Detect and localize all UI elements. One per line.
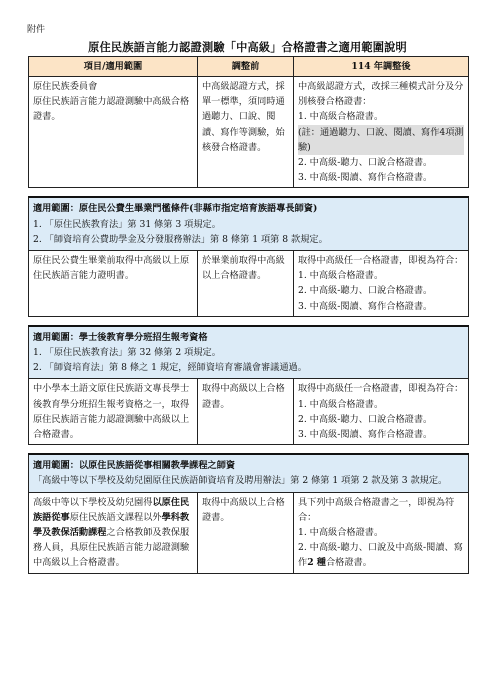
header-item-scope: 項目/適用範圍 [29,57,198,77]
section3-after [294,492,469,573]
section2-after-item1: 1. 中高級合格證書。 [298,398,384,410]
section1-header [29,197,469,250]
section3-scope-a: 高級中等以下學校及幼兒園得 [33,496,153,508]
section3-header [29,454,469,492]
row1-scope [29,77,198,188]
section2-header [29,326,469,379]
table-header-row [29,57,469,77]
row1-after [294,77,469,188]
section3-scope-d: 學科教學及教保活動課程 [33,511,190,539]
table-row [29,251,469,317]
spacer-cell [29,316,469,326]
attachment-label: 附件 [27,25,46,35]
section3-after-item2 [298,540,464,570]
spacer-row [29,188,469,198]
row1-scope-line2: 原住民族語言能力認證測驗中高級合格證書。 [33,96,190,123]
section2-after [294,379,469,445]
section3-after-item1: 1. 中高級合格證書。 [298,527,384,539]
row1-before: 中高級認證方式，採單一標準，須同時通過聽力、口說、閱讀、寫作等測驗，始核發合格證書。 [198,77,294,188]
section1-line2: 2. 「師資培育公費助學金及分發服務辦法」第 8 條第 1 項第 8 款規定。 [33,233,328,245]
section3-scope-e: 之合格教師及教保服務人員，具原住民族語言能力認證測驗中高級以上合格證書。 [33,527,190,569]
spacer-cell [29,188,469,198]
header-before: 調整前 [198,57,294,77]
section2-before: 取得中高級以上合格證書。 [198,379,294,445]
row1-after-note: (註：通過聽力、口說、閱讀、寫作4項測驗) [298,125,464,155]
spacer-row [29,445,469,455]
row1-after-item3: 3. 中高級-閱讀、寫作合格證書。 [298,172,433,184]
section1-line1: 1. 「原住民族教育法」第 31 條第 3 項規定。 [33,218,221,230]
section1-title: 適用範圍：原住民公費生畢業門檻條件(非縣市指定培育族語專長師資) [33,203,318,215]
section3-header-row [29,454,469,492]
header-after: 114 年調整後 [294,57,469,77]
section1-after [294,251,469,317]
spacer-cell [29,445,469,455]
section3-scope [29,492,198,573]
page-title: 原住民族語言能力認證測驗「中高級」合格證書之適用範圍說明 [88,40,407,54]
section3-title: 適用範圍：以原住民族語從事相關教學課程之師資 [33,460,236,472]
row1-after-item1: 1. 中高級合格證書。 [298,111,384,123]
section3-scope-c: 原住民族語文課程以外 [69,511,162,523]
section2-line2: 2. 「師資培育法」第 8 條之 1 規定，經師資培育審議會審議通過。 [33,362,307,374]
section2-after-item3: 3. 中高級-閱讀、寫作合格證書。 [298,429,433,441]
section2-after-intro: 取得中高級任一合格證書，即視為符合： [298,383,464,395]
section3-after-item2-b: 2 種 [307,557,326,569]
section2-after-item2: 2. 中高級-聽力、口說合格證書。 [298,413,433,425]
section1-scope: 原住民公費生畢業前取得中高級以上原住民族語言能力證明書。 [29,251,198,317]
table-row [29,492,469,573]
section3-before: 取得中高級以上合格證書。 [198,492,294,573]
section3-after-item2-a: 2. 中高級-聽力、口說及中高級-閱讀、寫作 [298,542,463,569]
section1-after-item3: 3. 中高級-閱讀、寫作合格證書。 [298,300,433,312]
section3-after-intro: 具下列中高級合格證書之一，即視為符合： [298,496,455,523]
scope-table [28,56,469,574]
row1-scope-line1: 原住民族委員會 [33,81,98,92]
row1-after-intro: 中高級認證方式，改採三種模式計分及分別核發合格證書： [298,81,464,108]
row1-after-item2: 2. 中高級-聽力、口說合格證書。 [298,157,433,169]
section1-after-intro: 取得中高級任一合格證書，即視為符合： [298,255,464,267]
section1-after-item1: 1. 中高級合格證書。 [298,270,384,282]
table-row [29,77,469,188]
spacer-row [29,316,469,326]
section3-line1: 「高級中等以下學校及幼兒園原住民族語師資培育及聘用辦法」第 2 條第 1 項第 2 款及第 3 款規定。 [33,475,448,487]
section3-after-item2-c: 合格證書。 [325,557,372,569]
section2-title: 適用範圍：學士後教育學分班招生報考資格 [33,331,208,343]
section2-line1: 1. 「原住民族教育法」第 32 條第 2 項規定。 [33,347,221,359]
section2-scope: 中小學本土語文原住民族語文專長學士後教育學分班招生報考資格之一，取得原住民族語言能力認證測驗中高級以上合格證書。 [29,379,198,445]
table-row [29,379,469,445]
section3-scope-b: 以原住民族語從事 [33,496,190,523]
section1-after-item2: 2. 中高級-聽力、口說合格證書。 [298,285,433,297]
section2-header-row [29,326,469,379]
section1-header-row [29,197,469,250]
section1-before: 於畢業前取得中高級以上合格證書。 [198,251,294,317]
